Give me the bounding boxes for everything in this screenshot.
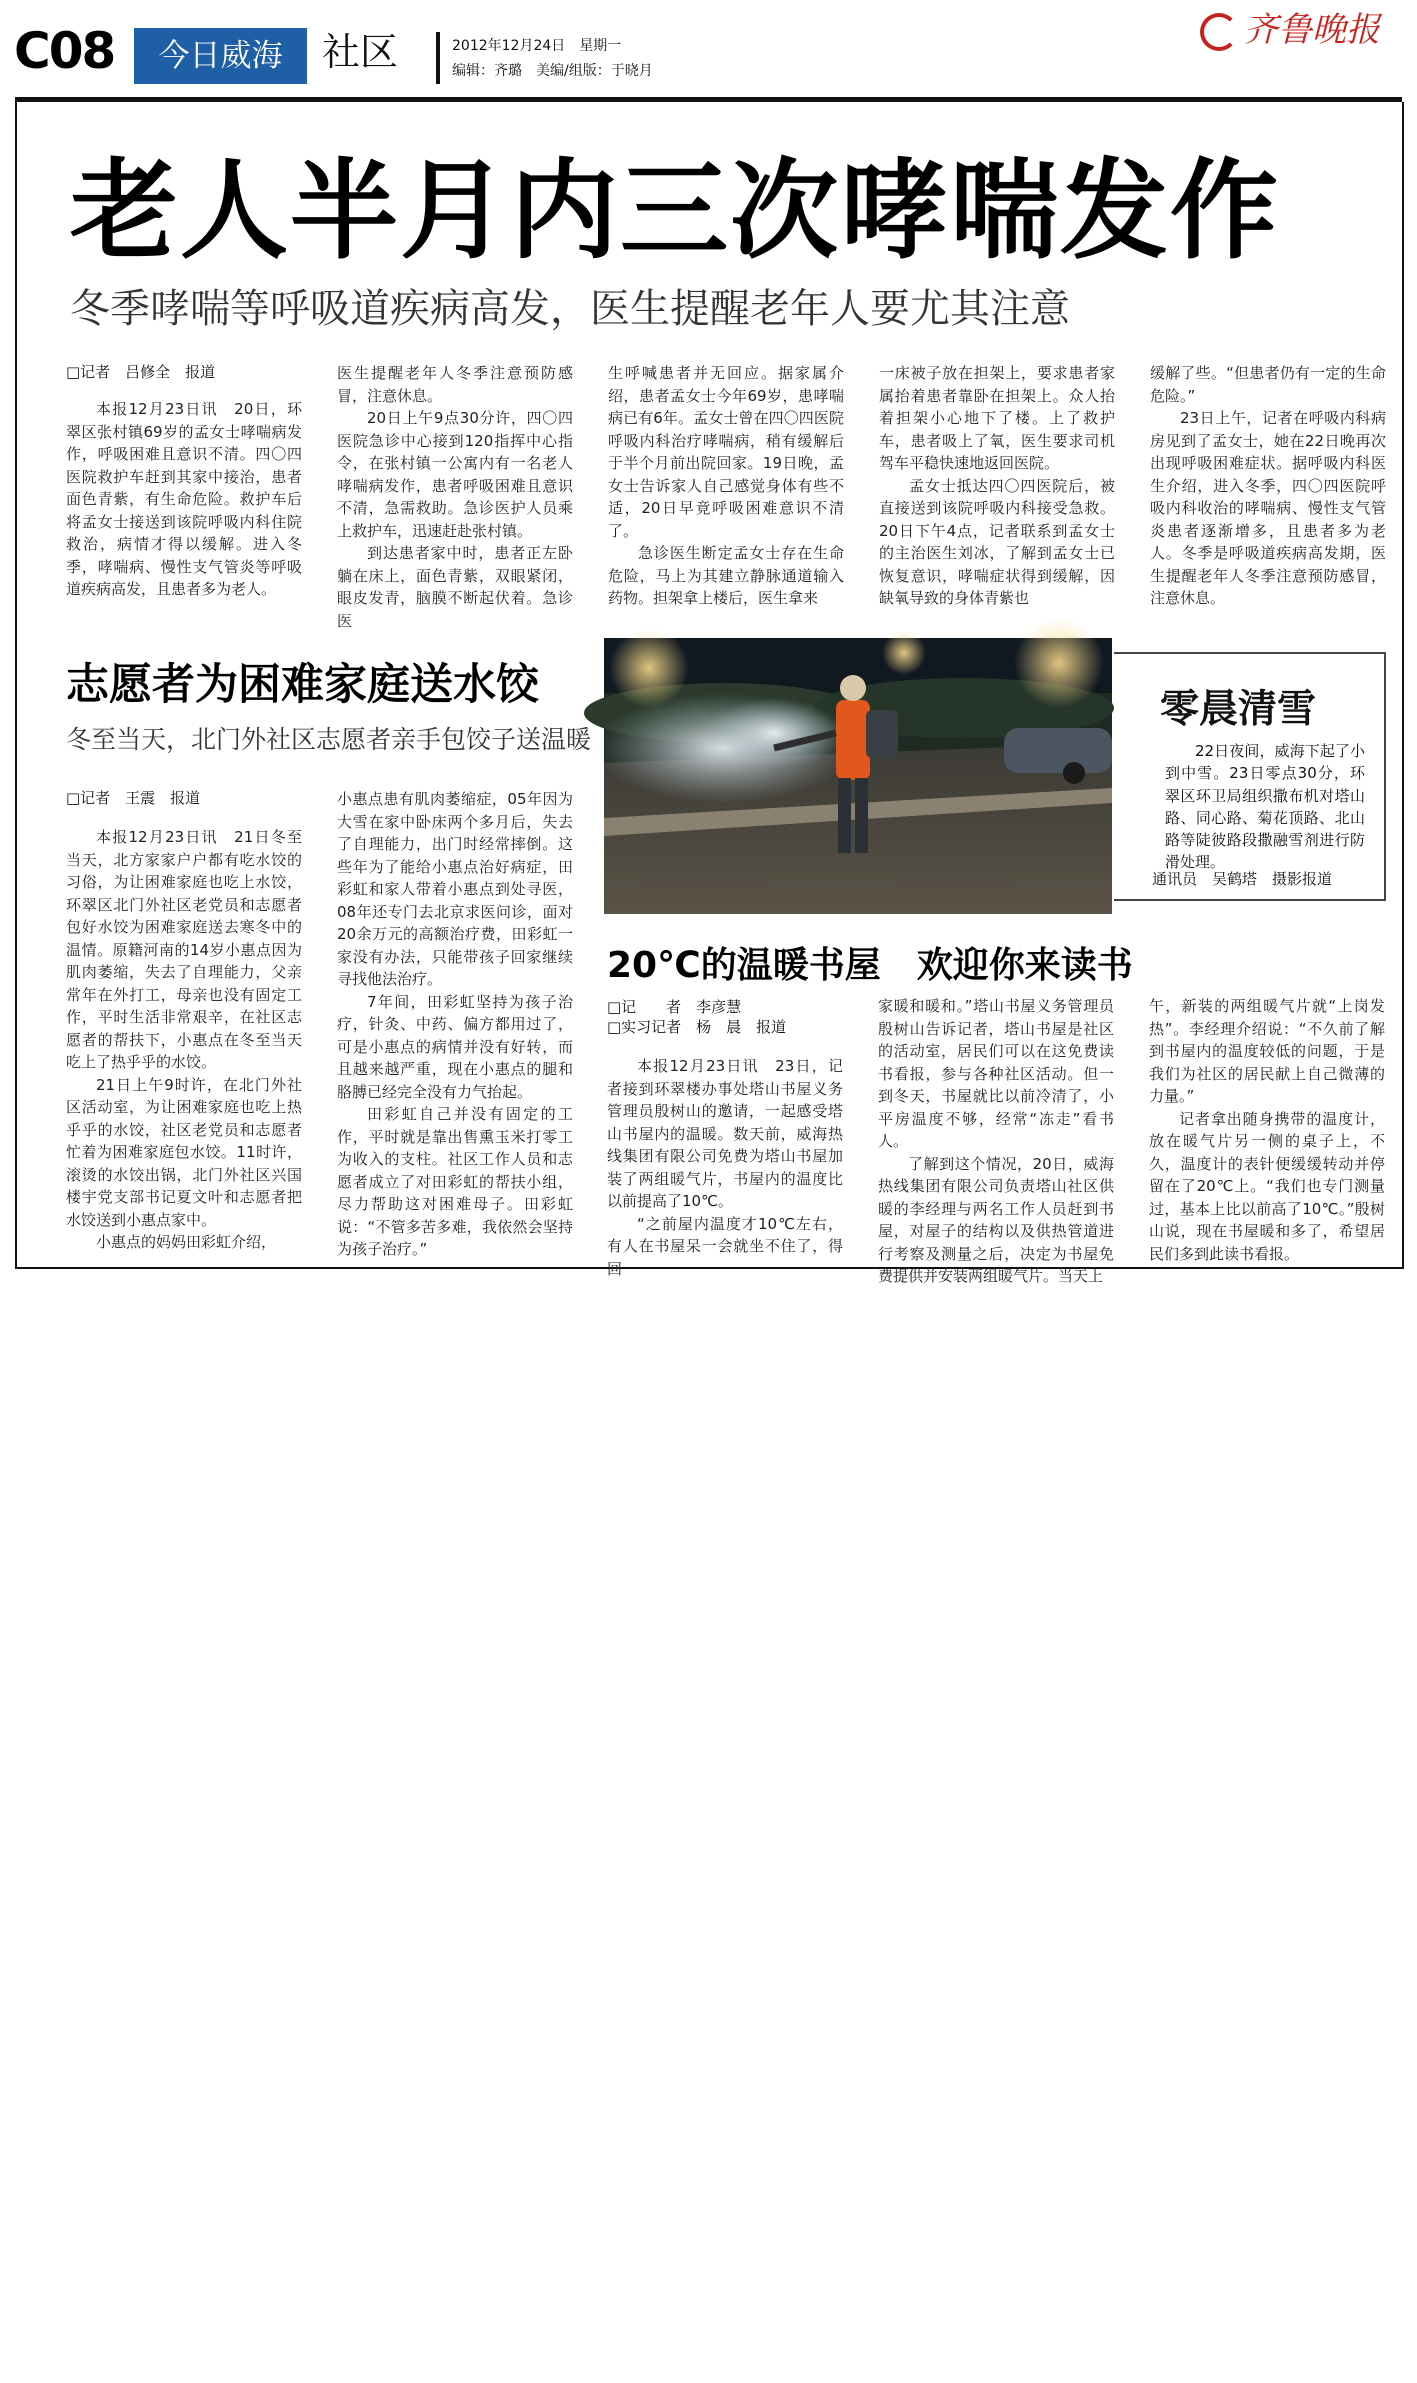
paragraph: 本报12月23日讯 20日，环翠区张村镇69岁的孟女士哮喘病发作，呼吸困难且意识不清。四〇四医院救护车赶到其家中接治，患者面色青紫，有生命危险。救护车后将孟女士接送到该院呼吸内科住院救治，病情才得以缓解。进入冬季，哮喘病、慢性支气管炎等呼吸道疾病高发，且患者多为老人。 [66, 400, 302, 598]
paragraph: 7年间，田彩虹坚持为孩子治疗，针灸、中药、偏方都用过了，可是小惠点的病情并没有好转，而且越来越严重，现在小惠点的腿和胳膊已经完全没有力气抬起。 [337, 992, 573, 1101]
article1-col4 [879, 362, 1115, 607]
paragraph: 田彩虹自己并没有固定的工作，平时就是靠出售熏玉米打零工为收入的支柱。社区工作人员和志愿者成立了对田彩虹的帮扶小组，尽力帮助这对困难母子。田彩虹说：“不管多苦多难，我依然会坚持为孩子治疗。” [337, 1105, 573, 1258]
header-meta [452, 34, 653, 84]
paragraph: 小惠点的妈妈田彩虹介绍， [96, 1233, 277, 1251]
logo-swirl-icon [1200, 13, 1238, 51]
logo-text: 齐鲁晚报 [1244, 10, 1380, 50]
article2-byline: □记者 王震 报道 [66, 789, 201, 807]
article3-byline-intern: □实习记者 杨 晨 报道 [607, 1018, 787, 1036]
paragraph: 到达患者家中时，患者正左卧躺在床上，面色青紫，双眼紧闭，眼皮发青，脑膜不断起伏着。急诊医 [337, 544, 573, 630]
article3-byline-reporter: □记 者 李彦慧 [607, 998, 742, 1016]
paragraph: 21日上午9时许，在北门外社区活动室，为让困难家庭也吃上热乎乎的水饺，社区老党员和志愿者忙着为困难家庭包水饺。11时许，滚烫的水饺出锅，北门外社区兴国楼宇党支部书记夏文叶和志愿者把水饺送到小惠点家中。 [66, 1075, 302, 1229]
paragraph: 急诊医生断定孟女士存在生命危险，马上为其建立静脉通道输入药物。担架拿上楼后，医生拿来 [608, 544, 844, 607]
snow-clearing-photo [604, 638, 1112, 914]
paragraph: 缓解了些。“但患者仍有一定的生命危险。” [1150, 364, 1386, 405]
paragraph: 20日上午9点30分许，四〇四医院急诊中心接到120指挥中心指令，在张村镇一公寓内有一名老人哮喘病发作，患者呼吸困难且意识不清，急需救助。急诊医护人员乘上救护车，迅速赶赴张村镇。 [337, 409, 573, 540]
newspaper-logo [1200, 10, 1380, 51]
paragraph: 生呼喊患者并无回应。据家属介绍，患者孟女士今年69岁，患哮喘病已有6年。孟女士曾在四〇四医院呼吸内科治疗哮喘病，稍有缓解后于半个月前出院回家。19日晚，孟女士告诉家人自己感觉身体有些不适，20日早竟呼吸困难意识不清了。 [608, 364, 844, 540]
paragraph: 医生提醒老年人冬季注意预防感冒，注意休息。 [337, 364, 573, 405]
subsection-label: 社区 [322, 30, 399, 74]
paragraph: 小惠点患有肌肉萎缩症，05年因为大雪在家中卧床两个多月后，失去了自理能力，出门时经常摔倒。这些年为了能给小惠点治好病症，田彩虹和家人带着小惠点到处寻医，08年还专门去北京求医问诊，面对20余万元的高额治疗费，田彩虹一家没有办法，只能带孩子回家继续寻找他法治疗。 [337, 790, 573, 988]
photo-caption-credit: 通讯员 吴鹤塔 摄影报道 [1152, 870, 1333, 888]
article1-byline: □记者 吕修全 报道 [66, 363, 216, 381]
paragraph: 午，新装的两组暖气片就“上岗发热”。李经理介绍说：“不久前了解到书屋内的温度较低的问题，于是我们为社区的居民献上自己微薄的力量。” [1149, 997, 1385, 1105]
article3-col3 [1149, 995, 1385, 1263]
paragraph: 本报12月23日讯 23日，记者接到环翠楼办事处塔山书屋义务管理员殷树山的邀请，一起感受塔山书屋内的温暖。数天前，威海热线集团有限公司免费为塔山书屋加装了两组暖气片，书屋内的温度比以前提高了10℃。 [607, 1057, 843, 1210]
paragraph: “之前屋内温度才10℃左右，有人在书屋呆一会就坐不住了，得回 [607, 1214, 843, 1278]
photo-illustration [604, 638, 1112, 914]
article3-title: 20℃的温暖书屋 欢迎你来读书 [607, 945, 1133, 986]
article1-col3 [608, 362, 844, 607]
photo-caption-paragraph: 22日夜间，威海下起了小到中雪。23日零点30分，环翠区环卫局组织撒布机对塔山路、同心路、菊花顶路、北山路等陡彼路段撒融雪剂进行防滑处理。 [1165, 742, 1365, 872]
photo-caption-text [1165, 740, 1365, 874]
paragraph: 本报12月23日讯 21日冬至当天，北方家家户户都有吃水饺的习俗，为让困难家庭也吃上水饺，环翠区北门外社区老党员和志愿者包好水饺为困难家庭送去寒冬中的温情。原籍河南的14岁小惠点因为肌肉萎缩，失去了自理能力，父亲常年在外打工，母亲也没有固定工作，平时生活非常艰辛，在社区志愿者的帮扶下，小惠点在冬至当天吃上了热乎乎的水饺。 [66, 828, 302, 1071]
section-label: 今日威海 [134, 28, 307, 84]
paragraph: 一床被子放在担架上，要求患者家属抬着患者靠卧在担架上。众人抬着担架小心地下了楼。上了救护车，患者吸上了氧，医生要求司机驾车平稳快速地返回医院。 [879, 364, 1115, 472]
article3-col2 [878, 995, 1114, 1285]
article1-col5 [1150, 362, 1386, 607]
paragraph: 了解到这个情况，20日，威海热线集团有限公司负责塔山社区供暖的李经理与两名工作人员赶到书屋，对屋子的结构以及供热管道进行考察及测量之后，决定为书屋免费提供并安装两组暖气片。当天上 [878, 1154, 1114, 1285]
article1-title: 老人半月内三次哮喘发作 [70, 149, 1281, 274]
photo-caption-title: 零晨清雪 [1160, 687, 1317, 732]
article2-title: 志愿者为困难家庭送水饺 [66, 660, 539, 710]
editor-line: 编辑：齐璐 美编/组版：于晓月 [452, 63, 653, 79]
paragraph: 23日上午，记者在呼吸内科病房见到了孟女士，她在22日晚再次出现呼吸困难症状。据呼吸内科医生介绍，进入冬季，四〇四医院呼吸内科收治的哮喘病、慢性支气管炎患者逐渐增多，且患者多为老人。冬季是呼吸道疾病高发期，医生提醒老年人冬季注意预防感冒，注意休息。 [1150, 409, 1386, 607]
article1-col2 [337, 362, 573, 630]
article1-col1 [66, 398, 302, 598]
page-number: C08 [14, 22, 115, 80]
article2-col2 [337, 788, 573, 1256]
article1-subtitle: 冬季哮喘等呼吸道疾病高发，医生提醒老年人要尤其注意 [70, 286, 1070, 332]
paragraph: 孟女士抵达四〇四医院后，被直接送到该院呼吸内科接受急救。20日下午4点，记者联系到孟女士的主治医生刘冰，了解到孟女士已恢复意识，哮喘症状得到缓解，因缺氧导致的身体青紫也 [879, 476, 1115, 607]
header-divider [436, 32, 440, 84]
date-line: 2012年12月24日 星期一 [452, 38, 622, 54]
paragraph: 记者拿出随身携带的温度计，放在暖气片另一侧的桌子上，不久，温度计的表针便缓缓转动并停留在了20℃上。“我们也专门测量过，基本上比以前高了10℃。”殷树山说，现在书屋暖和多了，希望居民们多到此读书看报。 [1149, 1109, 1385, 1263]
article2-col1 [66, 826, 302, 1256]
article3-col1 [607, 1055, 843, 1278]
article2-subtitle: 冬至当天，北门外社区志愿者亲手包饺子送温暖 [66, 725, 592, 754]
paragraph: 家暖和暖和。”塔山书屋义务管理员殷树山告诉记者，塔山书屋是社区的活动室，居民们可以在这免费读书看报，参与各种社区活动。但一到冬天，书屋就比以前冷清了，小平房温度不够，经常“冻走”看书人。 [878, 997, 1114, 1150]
